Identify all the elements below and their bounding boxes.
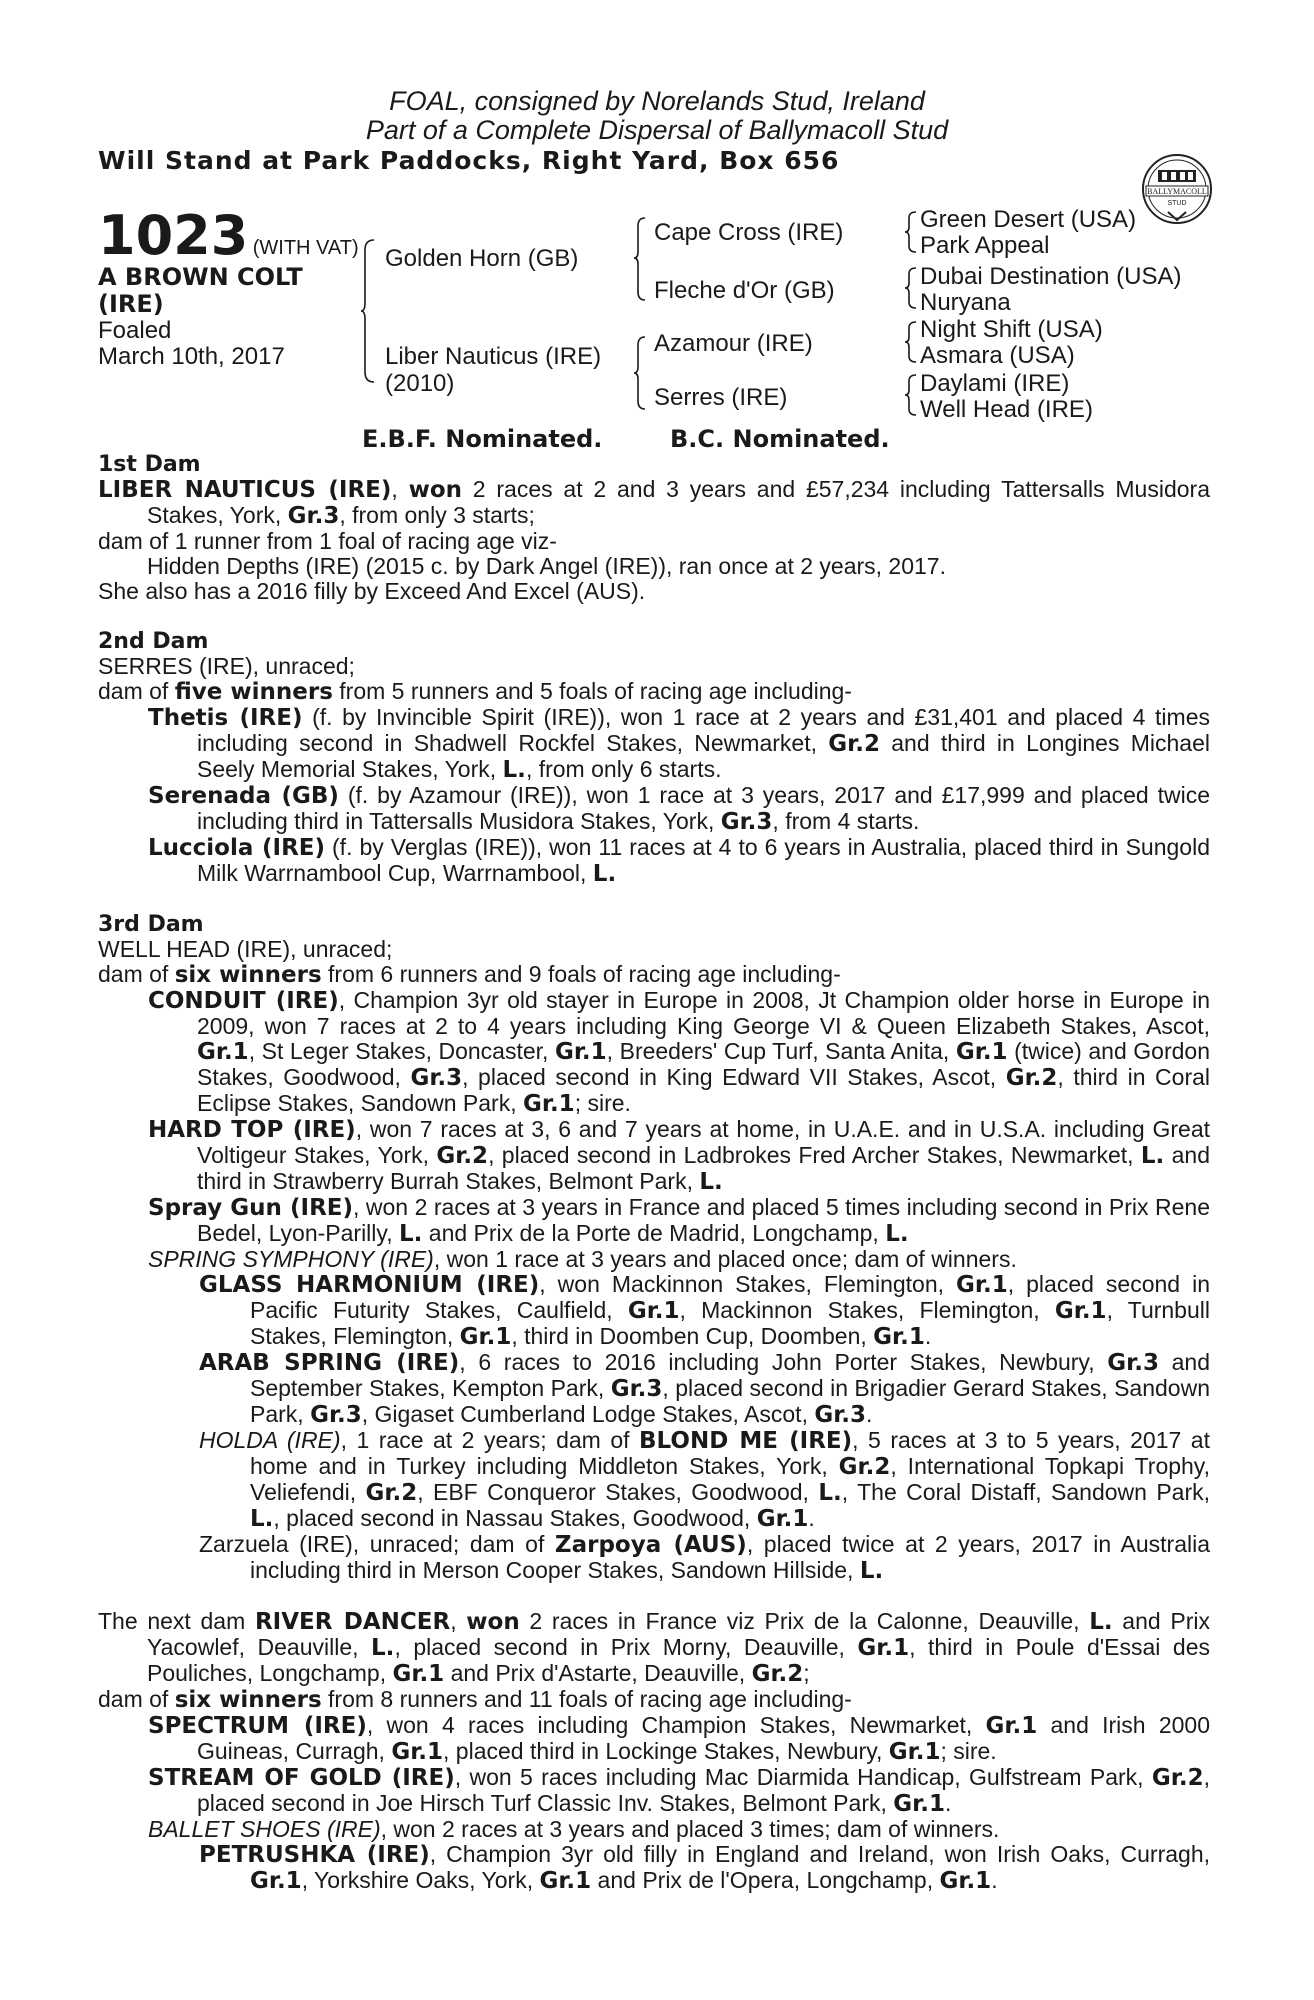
sire-dam: Fleche d'Or (GB)	[654, 277, 835, 304]
stand-location: Will Stand at Park Paddocks, Right Yard, Box 656	[98, 146, 840, 175]
ancestor-daylami: Daylami (IRE)	[920, 370, 1070, 397]
ancestor-asmara: Asmara (USA)	[920, 342, 1075, 369]
progeny-lucciola: Lucciola (IRE) (f. by Verglas (IRE)), won 11 races at 4 to 6 years in Australia, placed third in Sungold Milk Warrnambool Cup, Warrnambool, L.	[148, 834, 1210, 887]
consignor-line: FOAL, consigned by Norelands Stud, Ireland	[389, 86, 925, 116]
second-dam-dam-of: dam of five winners from 5 runners and 5 foals of racing age including-	[98, 678, 852, 705]
ebf-nominated: E.B.F. Nominated.	[362, 425, 603, 453]
svg-text:STUD: STUD	[1167, 200, 1187, 207]
ancestor-night-shift: Night Shift (USA)	[920, 316, 1103, 343]
progeny-spring-symphony: SPRING SYMPHONY (IRE), won 1 race at 3 years and placed once; dam of winners.	[148, 1246, 1017, 1272]
sire-sire: Cape Cross (IRE)	[654, 219, 844, 246]
dam-line-bracket	[633, 335, 647, 411]
bracket-cape-cross	[904, 210, 918, 254]
second-dam-heading: 2nd Dam	[98, 629, 209, 654]
bc-nominated: B.C. Nominated.	[670, 425, 890, 453]
svg-text:BALLYMACOLL: BALLYMACOLL	[1147, 187, 1207, 196]
progeny-serenada: Serenada (GB) (f. by Azamour (IRE)), won 1 race at 3 years, 2017 and £17,999 and placed twice including third in Tattersalls Musidora Stakes, York, Gr.3, from 4 starts.	[148, 782, 1210, 835]
foaled-label: Foaled	[98, 317, 172, 344]
progeny-thetis: Thetis (IRE) (f. by Invincible Spirit (IRE)), won 1 race at 2 years and £31,401 and placed 4 times including second in Shadwell Rockfel Stakes, Newmarket, Gr.2 and third in Longines Michael Seely Memorial Stakes, York, L., from only 6 starts.	[148, 704, 1210, 783]
ancestor-green-desert: Green Desert (USA)	[920, 206, 1137, 233]
bracket-azamour	[904, 320, 918, 364]
progeny-glass-harmonium: GLASS HARMONIUM (IRE), won Mackinnon Stakes, Flemington, Gr.1, placed second in Pacific Futurity Stakes, Caulfield, Gr.1, Mackinnon Stakes, Flemington, Gr.1, Turnbull Stakes, Flemington, Gr.1, third in Doomben Cup, Doomben, Gr.1.	[199, 1271, 1210, 1350]
colt-description: A BROWN COLT	[98, 263, 303, 291]
third-dam-heading: 3rd Dam	[98, 912, 204, 937]
first-dam-dam-of: dam of 1 runner from 1 foal of racing age viz-	[98, 528, 557, 554]
first-dam-progeny: Hidden Depths (IRE) (2015 c. by Dark Angel (IRE)), ran once at 2 years, 2017.	[147, 553, 946, 579]
progeny-spectrum: SPECTRUM (IRE), won 4 races including Champion Stakes, Newmarket, Gr.1 and Irish 2000 Guineas, Curragh, Gr.1, placed third in Lockinge Stakes, Newbury, Gr.1; sire.	[148, 1712, 1210, 1765]
next-dam-dam-of: dam of six winners from 8 runners and 11 foals of racing age including-	[98, 1686, 852, 1713]
dam-name: Liber Nauticus (IRE)	[385, 343, 602, 370]
ancestor-nuryana: Nuryana	[920, 289, 1011, 316]
dam-sire: Azamour (IRE)	[654, 330, 813, 357]
vat-note: (WITH VAT)	[252, 237, 359, 259]
bracket-fleche	[904, 266, 918, 310]
dam-dam: Serres (IRE)	[654, 384, 788, 411]
third-dam-name: WELL HEAD (IRE), unraced;	[98, 936, 393, 962]
first-dam-also: She also has a 2016 filly by Exceed And Excel (AUS).	[98, 578, 646, 604]
progeny-hard-top: HARD TOP (IRE), won 7 races at 3, 6 and 7 years at home, in U.A.E. and in U.S.A. including Great Voltigeur Stakes, York, Gr.2, placed second in Ladbrokes Fred Archer Stakes, Newmarket, L. and third in Strawberry Burrah Stakes, Belmont Park, L.	[148, 1116, 1211, 1195]
first-dam-heading: 1st Dam	[98, 452, 201, 477]
ancestor-dubai-destination: Dubai Destination (USA)	[920, 263, 1182, 290]
progeny-petrushka: PETRUSHKA (IRE), Champion 3yr old filly in England and Ireland, won Irish Oaks, Curragh, Gr.1, Yorkshire Oaks, York, Gr.1 and Prix de l'Opera, Longchamp, Gr.1.	[199, 1841, 1210, 1894]
sire-line-bracket	[633, 216, 647, 302]
colt-origin: (IRE)	[98, 290, 164, 318]
progeny-holda: HOLDA (IRE), 1 race at 2 years; dam of BLOND ME (IRE), 5 races at 3 to 5 years, 2017 at home and in Turkey including Middleton Stakes, York, Gr.2, International Topkapi Trophy, Veliefendi, Gr.2, EBF Conqueror Stakes, Goodwood, L., The Coral Distaff, Sandown Park, L., placed second in Nassau Stakes, Goodwood, Gr.1.	[199, 1427, 1211, 1532]
ancestor-well-head: Well Head (IRE)	[920, 396, 1093, 423]
progeny-ballet-shoes: BALLET SHOES (IRE), won 2 races at 3 years and placed 3 times; dam of winners.	[148, 1816, 1000, 1842]
progeny-spray-gun: Spray Gun (IRE), won 2 races at 3 years in France and placed 5 times including second in Prix Rene Bedel, Lyon-Parilly, L. and Prix de la Porte de Madrid, Longchamp, L.	[148, 1194, 1210, 1247]
second-dam-name: SERRES (IRE), unraced;	[98, 653, 355, 679]
foaled-date: March 10th, 2017	[98, 343, 285, 370]
dam-foal-year: (2010)	[385, 370, 455, 397]
progeny-conduit: CONDUIT (IRE), Champion 3yr old stayer in Europe in 2008, Jt Champion older horse in Europe in 2009, won 7 races at 2 to 4 years including King George VI & Queen Elizabeth Stakes, Ascot, Gr.1, St Leger Stakes, Doncaster, Gr.1, Breeders' Cup Turf, Santa Anita, Gr.1 (twice) and Gordon Stakes, Goodwood, Gr.3, placed second in King Edward VII Stakes, Ascot, Gr.2, third in Coral Eclipse Stakes, Sandown Park, Gr.1; sire.	[148, 987, 1211, 1117]
ancestor-park-appeal: Park Appeal	[920, 232, 1050, 259]
progeny-stream-of-gold: STREAM OF GOLD (IRE), won 5 races including Mac Diarmida Handicap, Gulfstream Park, Gr.2, placed second in Joe Hirsch Turf Classic Inv. Stakes, Belmont Park, Gr.1.	[148, 1764, 1210, 1817]
next-dam-record: The next dam RIVER DANCER, won 2 races in France viz Prix de la Calonne, Deauville, L. and Prix Yacowlef, Deauville, L., placed second in Prix Morny, Deauville, Gr.1, third in Poule d'Essai des Pouliches, Longchamp, Gr.1 and Prix d'Astarte, Deauville, Gr.2;	[98, 1608, 1210, 1687]
progeny-arab-spring: ARAB SPRING (IRE), 6 races to 2016 including John Porter Stakes, Newbury, Gr.3 and September Stakes, Kempton Park, Gr.3, placed second in Brigadier Gerard Stakes, Sandown Park, Gr.3, Gigaset Cumberland Lodge Stakes, Ascot, Gr.3.	[199, 1349, 1211, 1428]
first-dam-record: LIBER NAUTICUS (IRE), won 2 races at 2 and 3 years and £57,234 including Tattersalls Musidora Stakes, York, Gr.3, from only 3 starts;	[98, 476, 1210, 529]
dispersal-line: Part of a Complete Dispersal of Ballymacoll Stud	[365, 115, 949, 145]
third-dam-dam-of: dam of six winners from 6 runners and 9 foals of racing age including-	[98, 961, 841, 988]
sire-name: Golden Horn (GB)	[385, 245, 579, 272]
lot-heading	[98, 204, 359, 267]
ballymacoll-stud-logo	[1138, 150, 1216, 228]
catalogue-body	[98, 452, 1210, 1894]
bracket-serres	[904, 373, 918, 417]
progeny-zarzuela: Zarzuela (IRE), unraced; dam of Zarpoya (AUS), placed twice at 2 years, 2017 in Australia including third in Merson Cooper Stakes, Sandown Hillside, L.	[199, 1531, 1210, 1584]
sire-dam-bracket	[360, 238, 376, 384]
lot-number: 1023	[98, 204, 249, 267]
